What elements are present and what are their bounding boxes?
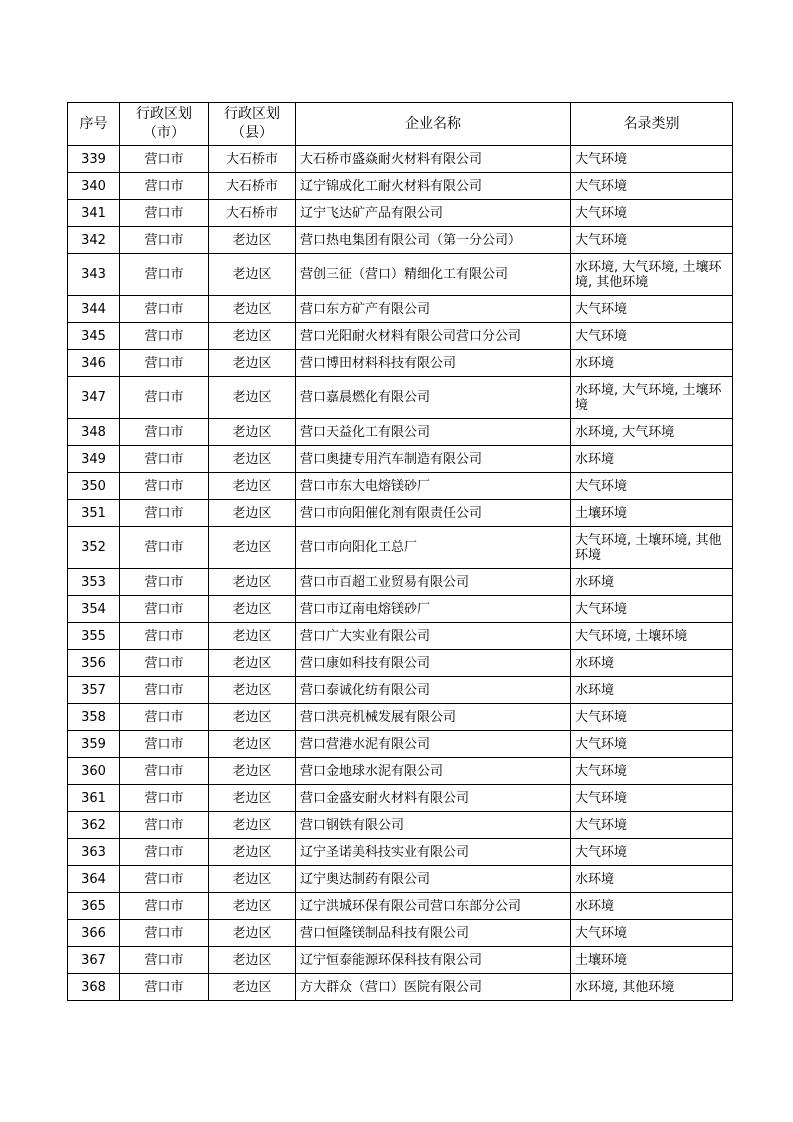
table-row [68, 650, 733, 677]
company-name-cell: 营口光阳耐火材料有限公司营口分公司 [296, 323, 571, 350]
serial-number-cell: 360 [68, 758, 120, 785]
table-row [68, 947, 733, 974]
county-cell: 老边区 [209, 419, 296, 446]
serial-number-cell: 364 [68, 866, 120, 893]
table-row [68, 569, 733, 596]
company-name-cell: 营创三征（营口）精细化工有限公司 [296, 254, 571, 296]
serial-number-cell: 340 [68, 173, 120, 200]
category-cell: 水环境 [571, 350, 733, 377]
county-cell: 老边区 [209, 974, 296, 1001]
table-row [68, 323, 733, 350]
city-cell: 营口市 [120, 947, 209, 974]
table-row [68, 920, 733, 947]
category-cell: 大气环境 [571, 296, 733, 323]
table-body [68, 146, 733, 1001]
county-cell: 老边区 [209, 785, 296, 812]
county-cell: 老边区 [209, 650, 296, 677]
serial-number-cell: 354 [68, 596, 120, 623]
city-cell: 营口市 [120, 758, 209, 785]
serial-number-cell: 350 [68, 473, 120, 500]
serial-number-cell: 349 [68, 446, 120, 473]
category-cell: 大气环境 [571, 473, 733, 500]
county-cell: 老边区 [209, 839, 296, 866]
table-row [68, 866, 733, 893]
category-cell: 大气环境 [571, 200, 733, 227]
table-row [68, 473, 733, 500]
category-cell: 大气环境 [571, 758, 733, 785]
county-cell: 老边区 [209, 377, 296, 419]
category-cell: 水环境 [571, 446, 733, 473]
serial-number-cell: 351 [68, 500, 120, 527]
company-name-cell: 营口市东大电熔镁砂厂 [296, 473, 571, 500]
county-cell: 老边区 [209, 254, 296, 296]
serial-number-cell: 362 [68, 812, 120, 839]
category-cell: 大气环境 [571, 596, 733, 623]
county-cell: 大石桥市 [209, 200, 296, 227]
serial-number-cell: 356 [68, 650, 120, 677]
city-cell: 营口市 [120, 200, 209, 227]
category-cell: 大气环境 [571, 173, 733, 200]
company-name-cell: 营口市百超工业贸易有限公司 [296, 569, 571, 596]
city-cell: 营口市 [120, 527, 209, 569]
serial-number-cell: 352 [68, 527, 120, 569]
city-cell: 营口市 [120, 677, 209, 704]
city-cell: 营口市 [120, 812, 209, 839]
category-cell: 土壤环境 [571, 947, 733, 974]
serial-number-cell: 348 [68, 419, 120, 446]
county-cell: 老边区 [209, 350, 296, 377]
table-row [68, 146, 733, 173]
company-name-cell: 营口东方矿产有限公司 [296, 296, 571, 323]
table-row [68, 758, 733, 785]
county-cell: 老边区 [209, 446, 296, 473]
category-cell: 大气环境 [571, 920, 733, 947]
company-name-cell: 营口恒隆镁制品科技有限公司 [296, 920, 571, 947]
city-cell: 营口市 [120, 146, 209, 173]
company-name-cell: 营口博田材料科技有限公司 [296, 350, 571, 377]
table-row [68, 785, 733, 812]
county-cell: 大石桥市 [209, 173, 296, 200]
company-name-cell: 辽宁恒泰能源环保科技有限公司 [296, 947, 571, 974]
serial-number-cell: 343 [68, 254, 120, 296]
company-name-cell: 营口嘉晨燃化有限公司 [296, 377, 571, 419]
header-serial-number: 序号 [68, 103, 120, 146]
serial-number-cell: 361 [68, 785, 120, 812]
city-cell: 营口市 [120, 227, 209, 254]
category-cell: 水环境 [571, 866, 733, 893]
company-name-cell: 方大群众（营口）医院有限公司 [296, 974, 571, 1001]
category-cell: 大气环境 [571, 227, 733, 254]
category-cell: 大气环境 [571, 812, 733, 839]
serial-number-cell: 355 [68, 623, 120, 650]
serial-number-cell: 368 [68, 974, 120, 1001]
company-name-cell: 营口奥捷专用汽车制造有限公司 [296, 446, 571, 473]
category-cell: 大气环境, 土壤环境, 其他环境 [571, 527, 733, 569]
category-cell: 大气环境 [571, 785, 733, 812]
category-cell: 水环境 [571, 893, 733, 920]
table-row [68, 446, 733, 473]
company-name-cell: 营口洪亮机械发展有限公司 [296, 704, 571, 731]
company-name-cell: 营口康如科技有限公司 [296, 650, 571, 677]
category-cell: 大气环境 [571, 839, 733, 866]
serial-number-cell: 363 [68, 839, 120, 866]
table-row [68, 731, 733, 758]
county-cell: 老边区 [209, 920, 296, 947]
header-city: 行政区划 （市） [120, 103, 209, 146]
category-cell: 大气环境 [571, 146, 733, 173]
city-cell: 营口市 [120, 731, 209, 758]
county-cell: 老边区 [209, 227, 296, 254]
serial-number-cell: 344 [68, 296, 120, 323]
city-cell: 营口市 [120, 839, 209, 866]
county-cell: 老边区 [209, 473, 296, 500]
city-cell: 营口市 [120, 596, 209, 623]
category-cell: 水环境, 大气环境, 土壤环境 [571, 377, 733, 419]
category-cell: 水环境, 大气环境 [571, 419, 733, 446]
county-cell: 老边区 [209, 731, 296, 758]
county-cell: 老边区 [209, 866, 296, 893]
company-name-cell: 营口金盛安耐火材料有限公司 [296, 785, 571, 812]
company-name-cell: 辽宁洪城环保有限公司营口东部分公司 [296, 893, 571, 920]
company-name-cell: 辽宁圣诺美科技实业有限公司 [296, 839, 571, 866]
county-cell: 大石桥市 [209, 146, 296, 173]
company-name-cell: 营口天益化工有限公司 [296, 419, 571, 446]
city-cell: 营口市 [120, 623, 209, 650]
city-cell: 营口市 [120, 473, 209, 500]
table-row [68, 227, 733, 254]
county-cell: 老边区 [209, 569, 296, 596]
city-cell: 营口市 [120, 920, 209, 947]
company-name-cell: 营口钢铁有限公司 [296, 812, 571, 839]
serial-number-cell: 358 [68, 704, 120, 731]
company-name-cell: 营口广大实业有限公司 [296, 623, 571, 650]
table-row [68, 812, 733, 839]
city-cell: 营口市 [120, 704, 209, 731]
company-name-cell: 营口营港水泥有限公司 [296, 731, 571, 758]
header-company-name: 企业名称 [296, 103, 571, 146]
table-row [68, 893, 733, 920]
county-cell: 老边区 [209, 893, 296, 920]
company-name-cell: 营口泰诚化纺有限公司 [296, 677, 571, 704]
county-cell: 老边区 [209, 296, 296, 323]
county-cell: 老边区 [209, 812, 296, 839]
city-cell: 营口市 [120, 785, 209, 812]
table-row [68, 377, 733, 419]
city-cell: 营口市 [120, 350, 209, 377]
category-cell: 水环境 [571, 650, 733, 677]
serial-number-cell: 339 [68, 146, 120, 173]
table-row [68, 419, 733, 446]
table-header-row [68, 103, 733, 146]
category-cell: 大气环境, 土壤环境 [571, 623, 733, 650]
table-row [68, 200, 733, 227]
category-cell: 大气环境 [571, 704, 733, 731]
serial-number-cell: 359 [68, 731, 120, 758]
county-cell: 老边区 [209, 527, 296, 569]
category-cell: 大气环境 [571, 731, 733, 758]
county-cell: 老边区 [209, 758, 296, 785]
county-cell: 老边区 [209, 323, 296, 350]
county-cell: 老边区 [209, 947, 296, 974]
category-cell: 土壤环境 [571, 500, 733, 527]
serial-number-cell: 366 [68, 920, 120, 947]
company-name-cell: 辽宁飞达矿产品有限公司 [296, 200, 571, 227]
serial-number-cell: 347 [68, 377, 120, 419]
county-cell: 老边区 [209, 623, 296, 650]
category-cell: 水环境, 其他环境 [571, 974, 733, 1001]
header-county: 行政区划 （县） [209, 103, 296, 146]
table-row [68, 500, 733, 527]
table-row [68, 974, 733, 1001]
category-cell: 水环境 [571, 569, 733, 596]
city-cell: 营口市 [120, 296, 209, 323]
table-row [68, 704, 733, 731]
serial-number-cell: 367 [68, 947, 120, 974]
city-cell: 营口市 [120, 569, 209, 596]
table-row [68, 623, 733, 650]
table-row [68, 254, 733, 296]
city-cell: 营口市 [120, 893, 209, 920]
serial-number-cell: 357 [68, 677, 120, 704]
city-cell: 营口市 [120, 650, 209, 677]
county-cell: 老边区 [209, 677, 296, 704]
company-name-cell: 营口市辽南电熔镁砂厂 [296, 596, 571, 623]
city-cell: 营口市 [120, 446, 209, 473]
city-cell: 营口市 [120, 377, 209, 419]
company-name-cell: 营口金地球水泥有限公司 [296, 758, 571, 785]
company-name-cell: 营口热电集团有限公司（第一分公司） [296, 227, 571, 254]
city-cell: 营口市 [120, 254, 209, 296]
company-name-cell: 营口市向阳催化剂有限责任公司 [296, 500, 571, 527]
company-name-cell: 辽宁奥达制药有限公司 [296, 866, 571, 893]
table-row [68, 350, 733, 377]
table-row [68, 527, 733, 569]
header-list-category: 名录类别 [571, 103, 733, 146]
company-name-cell: 营口市向阳化工总厂 [296, 527, 571, 569]
city-cell: 营口市 [120, 323, 209, 350]
county-cell: 老边区 [209, 500, 296, 527]
serial-number-cell: 346 [68, 350, 120, 377]
enterprise-list-table [67, 102, 733, 1001]
table-row [68, 296, 733, 323]
serial-number-cell: 342 [68, 227, 120, 254]
city-cell: 营口市 [120, 974, 209, 1001]
category-cell: 水环境 [571, 677, 733, 704]
table-row [68, 677, 733, 704]
county-cell: 老边区 [209, 596, 296, 623]
city-cell: 营口市 [120, 866, 209, 893]
city-cell: 营口市 [120, 419, 209, 446]
category-cell: 水环境, 大气环境, 土壤环境, 其他环境 [571, 254, 733, 296]
company-name-cell: 大石桥市盛焱耐火材料有限公司 [296, 146, 571, 173]
table-row [68, 596, 733, 623]
table-row [68, 839, 733, 866]
serial-number-cell: 365 [68, 893, 120, 920]
category-cell: 大气环境 [571, 323, 733, 350]
county-cell: 老边区 [209, 704, 296, 731]
serial-number-cell: 345 [68, 323, 120, 350]
city-cell: 营口市 [120, 173, 209, 200]
company-name-cell: 辽宁锦成化工耐火材料有限公司 [296, 173, 571, 200]
city-cell: 营口市 [120, 500, 209, 527]
table-row [68, 173, 733, 200]
serial-number-cell: 353 [68, 569, 120, 596]
serial-number-cell: 341 [68, 200, 120, 227]
